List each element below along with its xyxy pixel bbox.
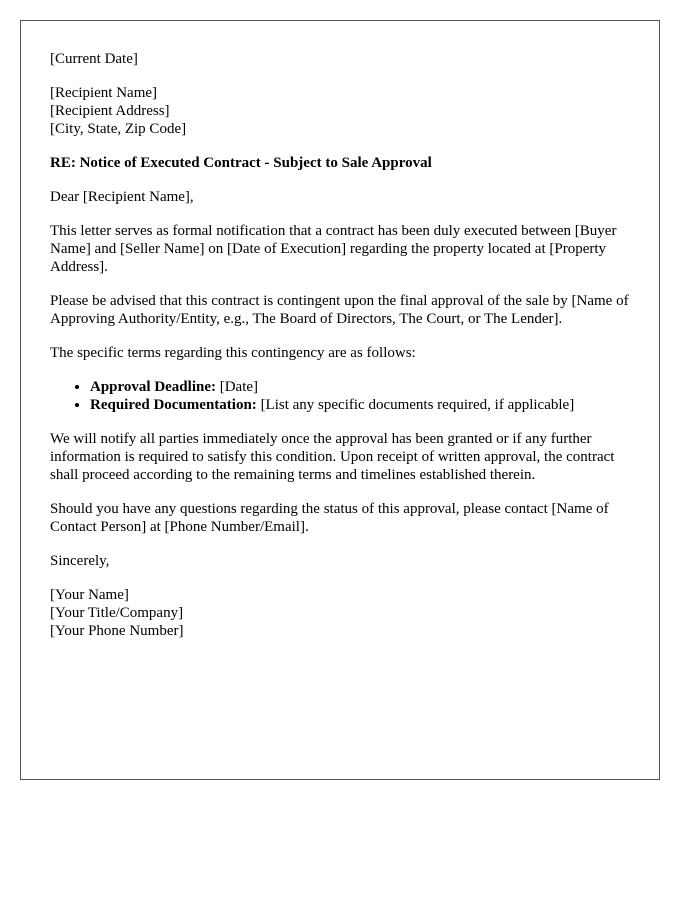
term-value: [List any specific documents required, if applicable] bbox=[256, 397, 575, 413]
letter-page bbox=[20, 20, 660, 780]
letter-body bbox=[50, 50, 640, 656]
term-label: Approval Deadline: bbox=[90, 379, 216, 395]
paragraph-contingency: Please be advised that this contract is contingent upon the final approval of the sale by [Name of Approving Authority/Entity, e.g., The Board of Directors, The Court, or The Lender]. bbox=[50, 293, 629, 327]
recipient-name: [Recipient Name] bbox=[50, 85, 158, 101]
paragraph-terms-intro: The specific terms regarding this contingency are as follows: bbox=[50, 345, 416, 361]
sender-title-company: [Your Title/Company] bbox=[50, 605, 184, 621]
recipient-city-state-zip: [City, State, Zip Code] bbox=[50, 121, 187, 137]
term-label: Required Documentation: bbox=[90, 397, 257, 413]
paragraph-questions: Should you have any questions regarding the status of this approval, please contact [Name of Contact Person] at [Phone Number/Email]. bbox=[50, 501, 609, 535]
sender-phone: [Your Phone Number] bbox=[50, 623, 184, 639]
sender-block bbox=[50, 586, 640, 640]
sender-name: [Your Name] bbox=[50, 587, 129, 603]
term-value: [Date] bbox=[215, 379, 259, 395]
recipient-address: [Recipient Address] bbox=[50, 103, 170, 119]
salutation: Dear [Recipient Name], bbox=[50, 189, 194, 205]
letter-date: [Current Date] bbox=[50, 51, 138, 67]
paragraph-notify-parties: We will notify all parties immediately once the approval has been granted or if any further information is required to satisfy this condition. Upon receipt of written approval, the contract shall proceed according to the remaining terms and timelines established therein. bbox=[50, 431, 615, 483]
term-item-required-documentation bbox=[90, 396, 640, 414]
signoff: Sincerely, bbox=[50, 553, 110, 569]
subject-line: RE: Notice of Executed Contract - Subject to Sale Approval bbox=[50, 155, 432, 171]
recipient-block bbox=[50, 84, 640, 138]
term-item-approval-deadline bbox=[90, 378, 640, 396]
paragraph-notification: This letter serves as formal notification that a contract has been duly executed between [Buyer Name] and [Seller Name] on [Date of Execution] regarding the property located at [Property Address]. bbox=[50, 223, 617, 275]
terms-list bbox=[50, 378, 640, 414]
